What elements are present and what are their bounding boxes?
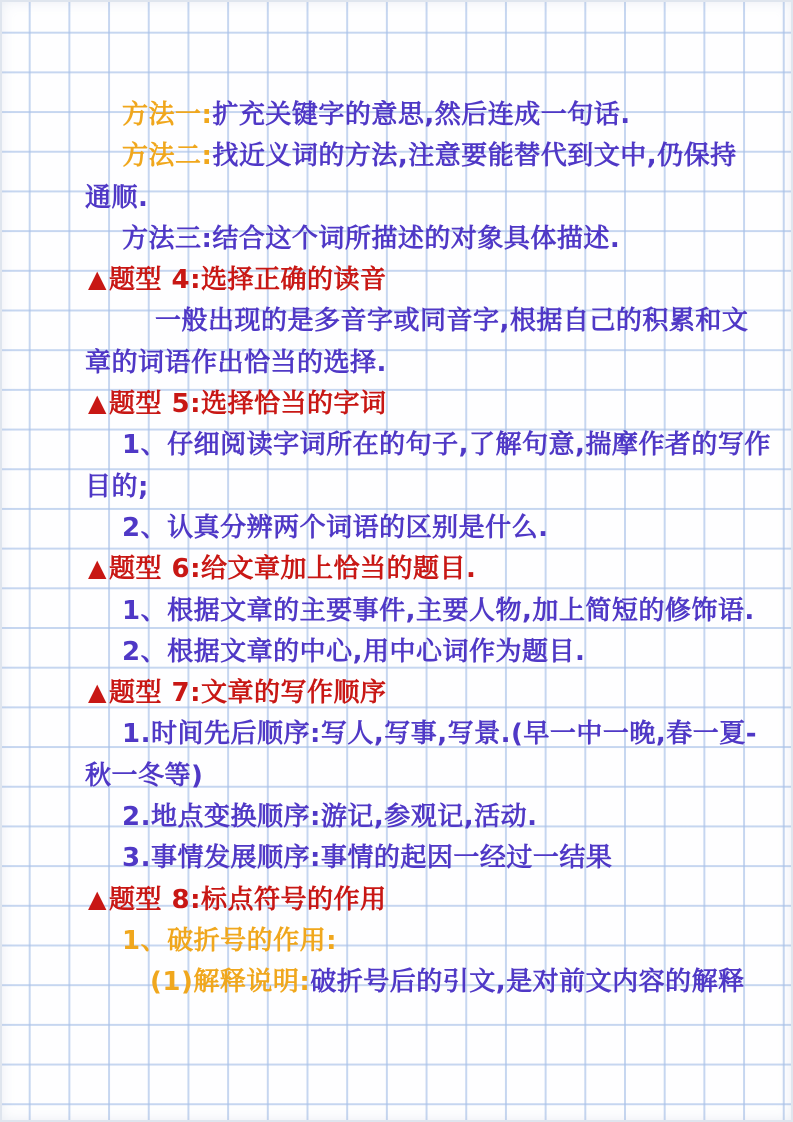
text-segment: 2、认真分辨两个词语的区别是什么. — [122, 512, 549, 543]
text-line — [0, 714, 793, 755]
notes-text-block — [0, 95, 793, 1004]
triangle-bullet-icon: ▲ — [88, 884, 107, 913]
triangle-bullet-icon: ▲ — [88, 554, 107, 583]
text-segment: 方法三:结合这个词所描述的对象具体描述. — [122, 223, 621, 254]
text-segment: 秋一冬等) — [85, 760, 204, 791]
text-segment: 找近义词的方法,注意要能替代到文中,仍保持 — [212, 141, 737, 172]
text-line — [0, 921, 793, 962]
text-line — [0, 962, 793, 1003]
text-line — [0, 136, 793, 177]
text-segment: 1、仔细阅读字词所在的句子,了解句意,揣摩作者的写作 — [122, 430, 771, 461]
text-line — [0, 632, 793, 673]
text-line — [0, 301, 793, 342]
text-line — [0, 219, 793, 260]
text-line — [0, 591, 793, 632]
text-segment: 题型 7:文章的写作顺序 — [108, 678, 387, 709]
text-segment: 方法一: — [122, 100, 213, 130]
text-segment: 一般出现的是多音字或同音字,根据自己的积累和文 — [155, 306, 749, 337]
text-line — [0, 508, 793, 549]
text-segment: 3.事情发展顺序:事情的起因一经过一结果 — [122, 843, 613, 874]
text-segment: 2.地点变换顺序:游记,参观记,活动. — [122, 802, 538, 833]
text-segment: 1、根据文章的主要事件,主要人物,加上简短的修饰语. — [122, 595, 755, 626]
text-line — [0, 467, 793, 508]
section-heading-line — [0, 673, 793, 714]
text-line — [0, 756, 793, 797]
triangle-bullet-icon: ▲ — [88, 265, 107, 294]
text-segment: 1.时间先后顺序:写人,写事,写景.(早一中一晚,春一夏- — [122, 719, 758, 750]
text-line — [0, 797, 793, 838]
text-segment: 破折号后的引文,是对前文内容的解释 — [310, 967, 745, 998]
text-segment: 扩充关键字的意思,然后连成一句话. — [212, 100, 631, 130]
triangle-bullet-icon: ▲ — [88, 678, 107, 707]
text-line — [0, 838, 793, 879]
section-heading-line — [0, 260, 793, 301]
text-line — [0, 425, 793, 466]
section-heading-line — [0, 384, 793, 425]
text-segment: 方法二: — [122, 141, 213, 172]
text-segment: 1、破折号的作用: — [122, 925, 337, 956]
text-segment: 章的词语作出恰当的选择. — [85, 347, 387, 378]
triangle-bullet-icon: ▲ — [88, 389, 107, 418]
text-segment: 题型 8:标点符号的作用 — [108, 884, 387, 915]
section-heading-line — [0, 880, 793, 921]
text-line — [0, 343, 793, 384]
text-segment: 题型 4:选择正确的读音 — [108, 265, 387, 296]
text-segment: 通顺. — [85, 182, 149, 213]
text-line — [0, 178, 793, 219]
text-segment: 目的; — [85, 471, 149, 502]
section-heading-line — [0, 549, 793, 590]
text-segment: 题型 6:给文章加上恰当的题目. — [108, 554, 477, 585]
text-segment: 2、根据文章的中心,用中心词作为题目. — [122, 636, 586, 667]
text-line — [0, 95, 793, 136]
text-segment: (1)解释说明: — [150, 967, 311, 998]
text-segment: 题型 5:选择恰当的字词 — [108, 389, 387, 420]
